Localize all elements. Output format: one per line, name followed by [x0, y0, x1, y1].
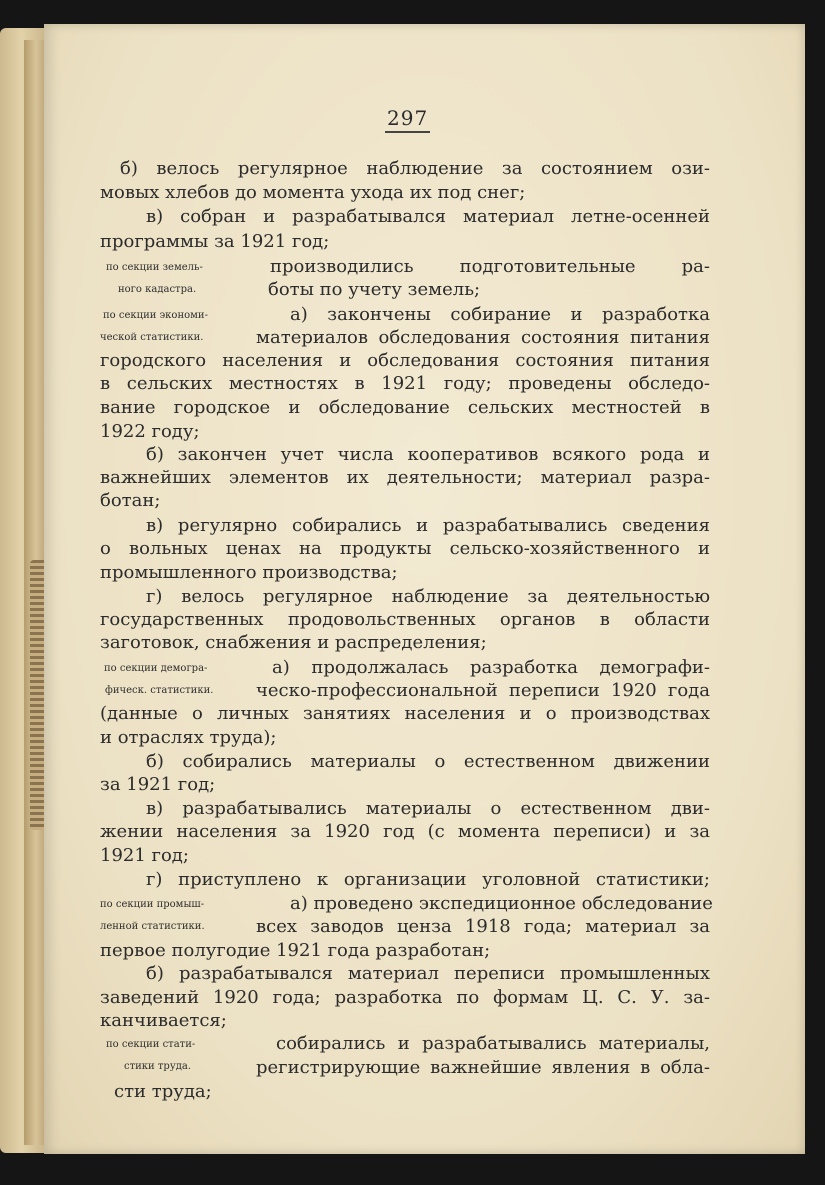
- text-line: сти труда;: [114, 1081, 212, 1102]
- margin-note: по секции стати-: [106, 1039, 196, 1050]
- text-line: первое полугодие 1921 года разработан;: [100, 940, 491, 961]
- margin-note: по секции экономи-: [103, 310, 208, 321]
- text-line: ботан;: [100, 490, 161, 511]
- text-line: программы за 1921 год;: [100, 231, 330, 252]
- text-line: мовых хлебов до момента ухода их под снег;: [100, 182, 526, 203]
- margin-note: фическ. статистики.: [105, 685, 214, 696]
- text-line: а) продолжалась разработка демографи-: [272, 657, 710, 678]
- text-line: боты по учету земель;: [268, 279, 481, 300]
- text-line: государственных продовольственных органов в области: [100, 609, 710, 630]
- text-line: в) регулярно собирались и разрабатывались сведения: [146, 515, 710, 536]
- margin-note: ческой статистики.: [100, 332, 204, 343]
- text-line: в сельских местностях в 1921 году; проведены обследо-: [100, 373, 710, 394]
- text-line: в) разрабатывались материалы о естественном дви-: [146, 798, 710, 819]
- text-line: регистрирующие важнейшие явления в обла-: [256, 1057, 710, 1078]
- text-line: важнейших элементов их деятельности; материал разра-: [100, 467, 710, 488]
- text-line: а) проведено экспедиционное обследование: [290, 893, 713, 914]
- text-line: собирались и разрабатывались материалы,: [276, 1033, 710, 1054]
- margin-note: ного кадастра.: [118, 284, 197, 295]
- margin-note: ленной статистики.: [100, 921, 205, 932]
- text-line: г) велось регулярное наблюдение за деятельностью: [146, 586, 710, 607]
- text-line: городского населения и обследования состояния питания: [100, 350, 710, 371]
- margin-note: по секции промыш-: [100, 899, 205, 910]
- text-line: 1922 году;: [100, 421, 200, 442]
- text-line: ческо-профессиональной переписи 1920 года: [256, 680, 710, 701]
- text-line: всех заводов ценза 1918 года; материал за: [256, 916, 710, 937]
- page-number: 297: [385, 107, 430, 133]
- text-line: за 1921 год;: [100, 774, 216, 795]
- text-line: промышленного производства;: [100, 562, 398, 583]
- text-line: (данные о личных занятиях населения и о производствах: [100, 703, 710, 724]
- margin-note: по секции демогра-: [104, 663, 208, 674]
- text-line: в) собран и разрабатывался материал летне-осенней: [146, 206, 710, 227]
- text-line: б) разрабатывался материал переписи промышленных: [146, 963, 710, 984]
- margin-note: по секции земель-: [106, 262, 203, 273]
- text-line: канчивается;: [100, 1010, 227, 1031]
- margin-note: стики труда.: [124, 1061, 192, 1072]
- text-line: г) приступлено к организации уголовной статистики;: [146, 869, 710, 890]
- text-line: вание городское и обследование сельских местностей в: [100, 397, 710, 418]
- text-line: жении населения за 1920 год (с момента переписи) и за: [100, 821, 710, 842]
- text-line: 1921 год;: [100, 845, 189, 866]
- text-line: производились подготовительные ра-: [270, 256, 710, 277]
- text-line: и отраслях труда);: [100, 727, 277, 748]
- text-line: а) закончены собирание и разработка: [290, 304, 710, 325]
- text-line: заведений 1920 года; разработка по формам Ц. С. У. за-: [100, 987, 710, 1008]
- text-line: материалов обследования состояния питания: [256, 327, 710, 348]
- text-line: о вольных ценах на продукты сельско-хозяйственного и: [100, 538, 710, 559]
- text-line: б) велось регулярное наблюдение за состоянием ози-: [120, 158, 710, 179]
- text-line: заготовок, снабжения и распределения;: [100, 632, 487, 653]
- text-line: б) собирались материалы о естественном движении: [146, 751, 710, 772]
- text-line: б) закончен учет числа кооперативов всякого рода и: [146, 444, 710, 465]
